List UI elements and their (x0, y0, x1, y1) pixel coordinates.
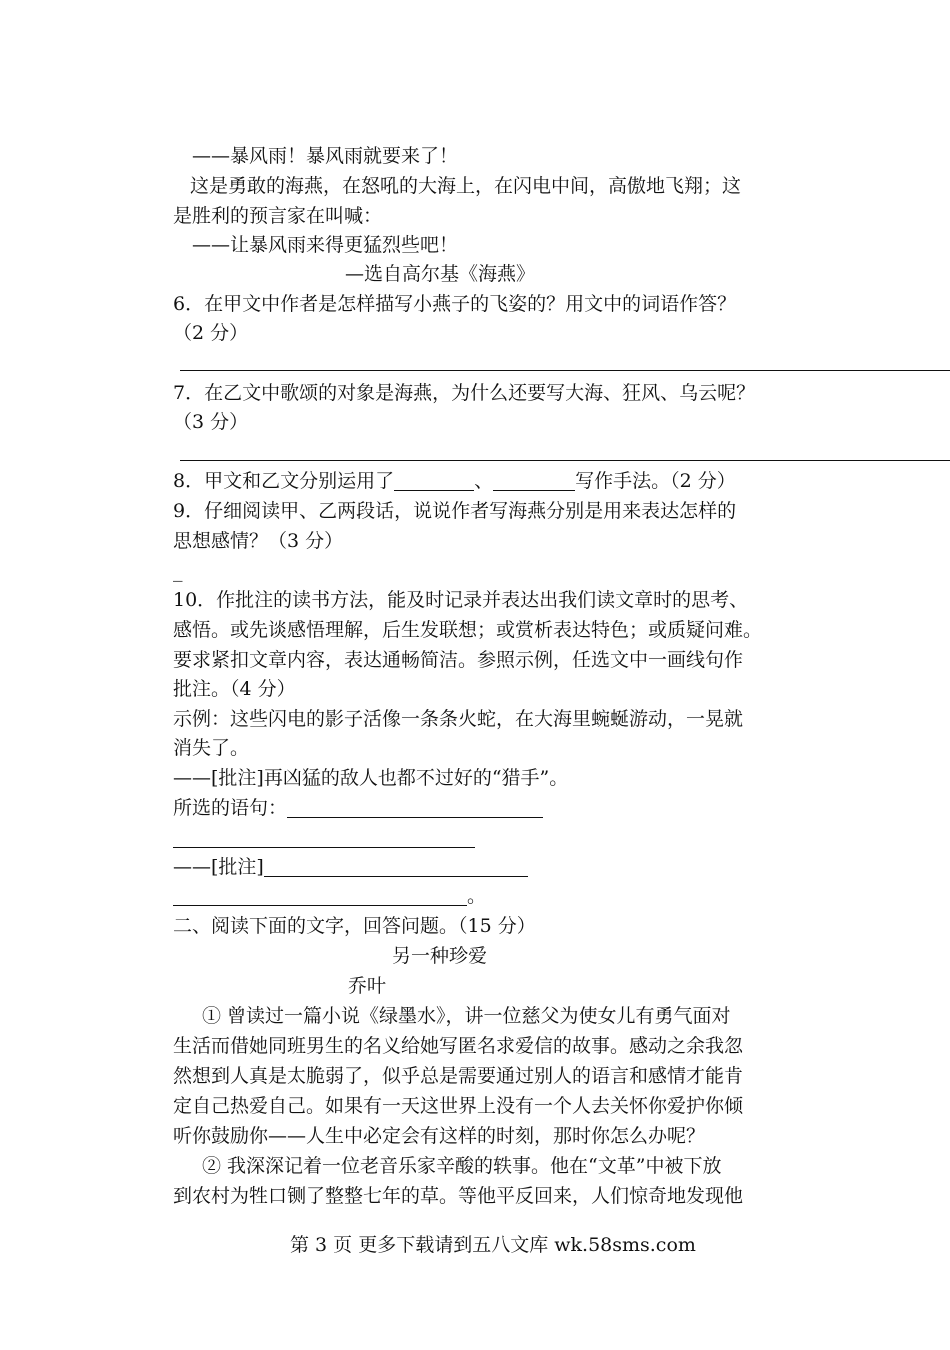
paragraph-1-line: 生活而借她同班男生的名义给她写匿名求爱信的故事。感动之余我忽 (173, 1035, 744, 1057)
passage-line: ——暴风雨！暴风雨就要来了！ (192, 145, 459, 167)
chosen-sentence-label: 所选的语句： (173, 797, 288, 819)
annotation-blank-2[interactable] (173, 885, 467, 906)
annotation-row (173, 852, 528, 882)
passage-line: 这是勇敢的海燕，在怒吼的大海上，在闪电中间，高傲地飞翔；这 (190, 175, 742, 197)
example-text: 示例：这些闪电的影子活像一条条火蛇，在大海里蜿蜒游动，一晃就 (173, 708, 744, 730)
question-10-line: 感悟。或先谈感悟理解，后生发联想；或赏析表达特色；或质疑问难。 (173, 619, 763, 641)
question-10-line: 要求紧扣文章内容，表达通畅简洁。参照示例，任选文中一画线句作 (173, 649, 744, 671)
answer-blank-8b[interactable] (493, 470, 575, 491)
chosen-sentence-blank-2[interactable] (173, 847, 475, 848)
article-author: 乔叶 (348, 975, 387, 997)
section-heading: 二、阅读下面的文字，回答问题。（15 分） (173, 915, 536, 937)
question-9-score: 思想感情？（3 分） (173, 530, 344, 552)
paragraph-1-line: 然想到人真是太脆弱了，似乎总是需要通过别人的语言和感情才能肯 (173, 1065, 744, 1087)
annotation-label: ——[批注] (173, 856, 264, 878)
chosen-sentence-row (173, 793, 543, 823)
paragraph-1: ① 曾读过一篇小说《绿墨水》，讲一位慈父为使女儿有勇气面对 (202, 1005, 731, 1027)
question-10-score: 批注。（4 分） (173, 678, 296, 700)
answer-blank-9[interactable]: _ (173, 560, 183, 582)
question-7: 7．在乙文中歌颂的对象是海燕，为什么还要写大海、狂风、乌云呢？ (173, 382, 756, 404)
annotation-blank[interactable] (264, 856, 528, 877)
annotation-end: 。 (467, 885, 487, 907)
example-text: 消失了。 (173, 737, 250, 759)
question-10: 10．作批注的读书方法，能及时记录并表达出我们读文章时的思考、 (173, 589, 749, 611)
question-6: 6．在甲文中作者是怎样描写小燕子的飞姿的？用文中的词语作答？ (173, 293, 737, 315)
question-8-text-start: 8．甲文和乙文分别运用了 (173, 470, 395, 492)
paragraph-1-line: 定自己热爱自己。如果有一天这世界上没有一个人去关怀你爱护你倾 (173, 1095, 744, 1117)
passage-line: 是胜利的预言家在叫喊： (173, 205, 383, 227)
annotation-row-2 (173, 881, 486, 911)
paragraph-2-line: 到农村为牲口铡了整整七年的草。等他平反回来，人们惊奇地发现他 (173, 1185, 744, 1207)
chosen-sentence-blank[interactable] (287, 797, 543, 818)
answer-blank-8a[interactable] (394, 470, 474, 491)
passage-line: ——让暴风雨来得更猛烈些吧！ (192, 234, 459, 256)
answer-line-6[interactable] (180, 370, 950, 371)
answer-line-7[interactable] (180, 460, 950, 461)
passage-attribution: —选自高尔基《海燕》 (345, 263, 536, 285)
question-8-text-end: 写作手法。（2 分） (575, 470, 736, 492)
page-footer: 第 3 页 更多下载请到五八文库 wk.58sms.com (290, 1234, 696, 1256)
question-8-separator: 、 (474, 470, 494, 492)
question-7-score: （3 分） (173, 411, 249, 433)
question-9: 9．仔细阅读甲、乙两段话，说说作者写海燕分别是用来表达怎样的 (173, 500, 737, 522)
paragraph-1-line: 听你鼓励你——人生中必定会有这样的时刻，那时你怎么办呢？ (173, 1125, 706, 1147)
example-annotation: ——[批注]再凶猛的敌人也都不过好的“猎手”。 (173, 767, 569, 789)
paragraph-2: ② 我深深记着一位老音乐家辛酸的轶事。他在“文革”中被下放 (202, 1155, 722, 1177)
article-title: 另一种珍爱 (392, 945, 488, 967)
question-8 (173, 466, 736, 496)
question-6-score: （2 分） (173, 322, 249, 344)
